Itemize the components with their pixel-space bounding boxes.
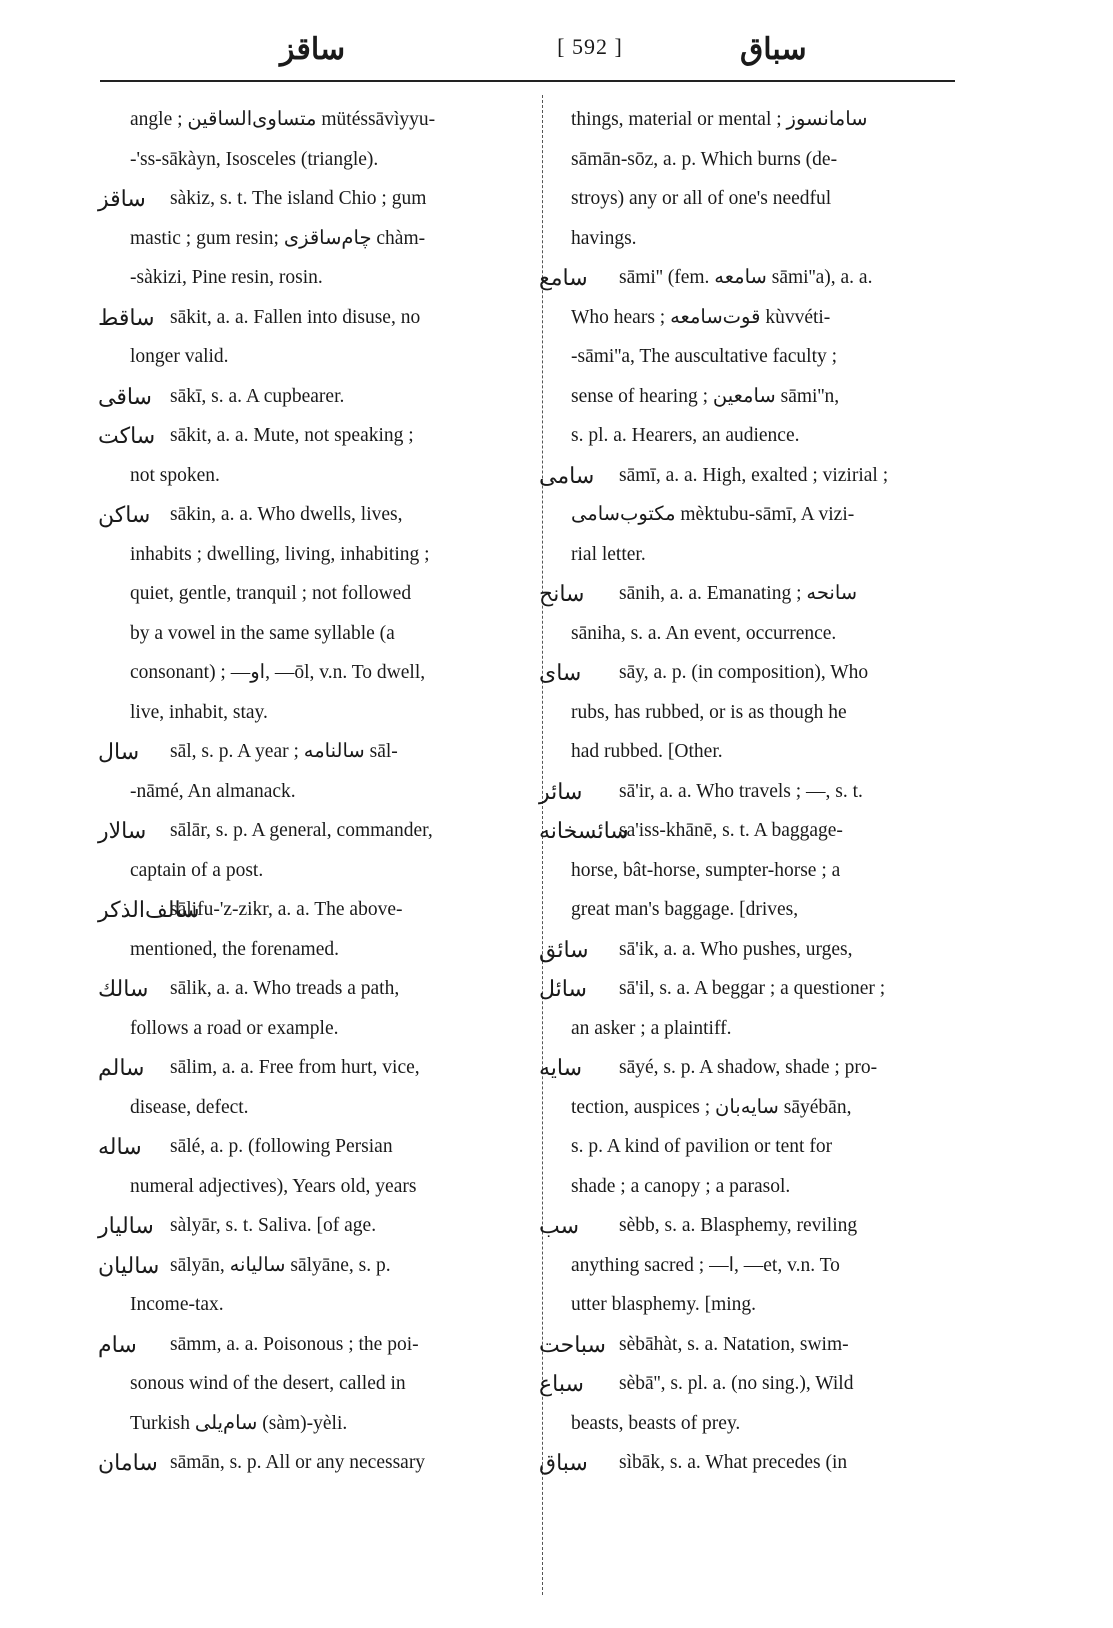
entry-text	[130, 1127, 533, 1206]
page-number: [ 592 ]	[557, 34, 623, 59]
headword-arabic: سالیار	[98, 1213, 154, 1238]
headword-arabic: ساقط	[98, 304, 155, 330]
entry-line: great man's baggage. [drives,	[571, 899, 799, 920]
entry-text	[130, 1325, 533, 1444]
entry-line: anything sacred ; —ا, —et, v.n. To	[571, 1254, 840, 1276]
entry-line: inhabits ; dwelling, living, inhabiting ;	[130, 543, 430, 565]
left-catchword: ساقز	[280, 33, 346, 66]
dictionary-entry	[539, 930, 962, 970]
entry-line: beasts, beasts of prey.	[571, 1412, 741, 1434]
headword-arabic: ساقز	[98, 186, 146, 211]
dictionary-entry	[98, 1206, 533, 1246]
dictionary-entry	[98, 298, 533, 377]
entry-line: things, material or mental ; سامانسوز	[571, 109, 868, 130]
dictionary-entry	[108, 100, 533, 179]
dictionary-entry	[539, 1443, 962, 1483]
entry-text	[130, 1246, 533, 1325]
entry-text	[567, 1443, 962, 1483]
headword-arabic: سائق	[539, 936, 589, 962]
entry-line: sāniha, s. a. An event, occurrence.	[571, 622, 837, 644]
headword-arabic: ساكن	[98, 502, 151, 527]
entry-line: longer valid.	[130, 346, 229, 367]
entry-line: -'ss-sākàyn, Isosceles (triangle).	[130, 148, 379, 170]
dictionary-entry	[98, 1048, 533, 1127]
headword-arabic: سباع	[539, 1371, 584, 1396]
entry-text	[567, 1206, 962, 1325]
dictionary-entry	[539, 456, 962, 575]
entry-text	[130, 416, 533, 495]
dictionary-entry	[98, 732, 533, 811]
entry-text	[130, 100, 533, 179]
right-column	[539, 100, 962, 1483]
entry-line: sālār, s. p. A general, commander,	[170, 820, 433, 841]
entry-text	[567, 772, 962, 812]
entry-text	[567, 1325, 962, 1365]
dictionary-entry	[539, 1206, 962, 1325]
dictionary-entry	[539, 574, 962, 653]
entry-line: sèbā'', s. pl. a. (no sing.), Wild	[619, 1373, 854, 1394]
header-rule	[100, 80, 955, 82]
entry-line: tection, auspices ; سايه‌بان sāyébān,	[571, 1096, 852, 1118]
entry-line: quiet, gentle, tranquil ; not followed	[130, 583, 412, 604]
headword-arabic: سباق	[539, 1450, 588, 1475]
entry-text	[130, 495, 533, 732]
entry-line: -sàkizi, Pine resin, rosin.	[130, 267, 323, 288]
entry-line: mentioned, the forenamed.	[130, 938, 340, 960]
headword-arabic: سالار	[98, 818, 147, 843]
entry-line: rubs, has rubbed, or is as though he	[571, 701, 847, 723]
entry-line: s. p. A kind of pavilion or tent for	[571, 1136, 833, 1157]
entry-line: sāl, s. p. A year ; سالنامه sāl-	[170, 741, 398, 762]
dictionary-entry	[539, 1364, 962, 1443]
headword-arabic: سام	[98, 1331, 137, 1357]
entry-line: follows a road or example.	[130, 1017, 339, 1039]
headword-arabic: سايه	[539, 1055, 583, 1080]
dictionary-entry	[567, 100, 962, 258]
entry-line: sā'il, s. a. A beggar ; a questioner ;	[619, 978, 886, 999]
entry-line: sonous wind of the desert, called in	[130, 1373, 406, 1394]
entry-line: sàlyār, s. t. Saliva. [of age.	[170, 1215, 377, 1236]
entry-line: had rubbed. [Other.	[571, 741, 723, 762]
dictionary-entry	[98, 377, 533, 417]
entry-text	[567, 653, 962, 772]
entry-line: sālyān, سالیانه sālyāne, s. p.	[170, 1254, 391, 1276]
entry-text	[130, 811, 533, 890]
dictionary-entry	[98, 416, 533, 495]
entry-line: sāmm, a. a. Poisonous ; the poi-	[170, 1333, 419, 1355]
headword-arabic: سب	[539, 1213, 580, 1238]
entry-text	[130, 1443, 533, 1483]
headword-arabic: سانح	[539, 581, 585, 606]
entry-line: sākī, s. a. A cupbearer.	[170, 385, 345, 407]
dictionary-entry	[539, 1325, 962, 1365]
entry-line: not spoken.	[130, 464, 220, 486]
headword-arabic: ساله	[98, 1134, 142, 1159]
headword-arabic: ساى	[539, 660, 582, 685]
entry-line: rial letter.	[571, 543, 646, 565]
dictionary-entry	[98, 969, 533, 1048]
dictionary-entry	[98, 1443, 533, 1483]
entry-text	[567, 100, 962, 258]
headword-arabic: سائل	[539, 976, 587, 1001]
dictionary-entry	[539, 653, 962, 772]
entry-text	[130, 1048, 533, 1127]
headword-arabic: سالیان	[98, 1252, 160, 1278]
dictionary-entry	[98, 495, 533, 732]
entry-text	[130, 1206, 533, 1246]
entry-line: sālé, a. p. (following Persian	[170, 1136, 393, 1157]
entry-line: captain of a post.	[130, 859, 264, 881]
entry-text	[130, 732, 533, 811]
entry-text	[130, 179, 533, 298]
headword-arabic: سامع	[539, 265, 588, 290]
entry-line: sākit, a. a. Fallen into disuse, no	[170, 306, 421, 328]
dictionary-entry	[98, 1127, 533, 1206]
entry-line: sānih, a. a. Emanating ; سانحه	[619, 583, 858, 604]
dictionary-entry	[98, 890, 533, 969]
entry-line: s. pl. a. Hearers, an audience.	[571, 425, 800, 446]
entry-line: sākit, a. a. Mute, not speaking ;	[170, 425, 414, 446]
dictionary-entry	[539, 772, 962, 812]
entry-line: sìbāk, s. a. What precedes (in	[619, 1452, 848, 1473]
entry-line: sākin, a. a. Who dwells, lives,	[170, 504, 403, 525]
entry-line: angle ; متساوى‌الساقين mütéssāvìyyu-	[130, 109, 436, 130]
dictionary-entry	[98, 811, 533, 890]
dictionary-entry	[539, 811, 962, 930]
entry-text	[567, 1048, 962, 1206]
entry-line: havings.	[571, 227, 637, 249]
entry-text	[567, 969, 962, 1048]
entry-line: by a vowel in the same syllable (a	[130, 622, 395, 644]
entry-line: sa'iss-khānē, s. t. A baggage-	[619, 820, 843, 841]
entry-line: consonant) ; —او, —ōl, v.n. To dwell,	[130, 662, 426, 683]
headword-arabic: سال	[98, 739, 140, 764]
dictionary-entry	[98, 1246, 533, 1325]
entry-line: sāmi'' (fem. سامعه sāmi''a), a. a.	[619, 267, 873, 288]
entry-line: stroys) any or all of one's needful	[571, 188, 832, 209]
dictionary-entry	[539, 969, 962, 1048]
entry-line: sèbāhàt, s. a. Natation, swim-	[619, 1333, 849, 1355]
entry-line: live, inhabit, stay.	[130, 701, 268, 723]
entry-line: Income-tax.	[130, 1294, 224, 1315]
entry-line: sāmī, a. a. High, exalted ; vizirial ;	[619, 464, 889, 486]
entry-text	[567, 930, 962, 970]
entry-line: shade ; a canopy ; a parasol.	[571, 1175, 791, 1197]
entry-line: Turkish سام‌یلی (sàm)-yèli.	[130, 1412, 348, 1434]
entry-text	[130, 969, 533, 1048]
entry-line: sāy, a. p. (in composition), Who	[619, 662, 869, 683]
entry-line: sālik, a. a. Who treads a path,	[170, 978, 400, 999]
entry-line: sālifu-'z-zikr, a. a. The above-	[170, 899, 403, 920]
entry-text	[567, 1364, 962, 1443]
entry-line: مكتوب‌سامى mèktubu-sāmī, A vizi-	[571, 504, 855, 525]
headword-arabic: سالم	[98, 1055, 145, 1080]
dictionary-entry	[98, 1325, 533, 1444]
headword-arabic: سائر	[539, 778, 583, 804]
headword-arabic: ساقى	[98, 383, 152, 409]
entry-line: sāyé, s. p. A shadow, shade ; pro-	[619, 1057, 878, 1078]
entry-text	[567, 258, 962, 456]
headword-arabic: سالف‌الذكر	[98, 897, 200, 922]
entry-line: an asker ; a plaintiff.	[571, 1017, 732, 1039]
entry-line: utter blasphemy. [ming.	[571, 1294, 757, 1315]
entry-line: sā'ir, a. a. Who travels ; —, s. t.	[619, 780, 863, 802]
entry-line: mastic ; gum resin; چام‌ساقزى chàm-	[130, 227, 426, 249]
entry-line: sense of hearing ; سامعين sāmi''n,	[571, 385, 840, 407]
headword-arabic: ساكت	[98, 423, 156, 448]
headword-arabic: سالك	[98, 976, 149, 1001]
headword-arabic: سباحت	[539, 1331, 606, 1357]
headword-arabic: سائسخانه	[539, 818, 629, 843]
dictionary-entry	[539, 1048, 962, 1206]
entry-line: numeral adjectives), Years old, years	[130, 1175, 417, 1197]
headword-arabic: سامان	[98, 1450, 158, 1475]
dictionary-entry	[98, 179, 533, 298]
right-catchword: سباق	[740, 33, 807, 66]
entry-line: sāmān, s. p. All or any necessary	[170, 1452, 426, 1473]
entry-line: Who hears ; قوت‌سامعه kùvvéti-	[571, 306, 831, 328]
entry-text	[130, 298, 533, 377]
entry-line: horse, bât-horse, sumpter-horse ; a	[571, 859, 841, 881]
entry-line: sàkiz, s. t. The island Chio ; gum	[170, 188, 427, 209]
entry-line: sālim, a. a. Free from hurt, vice,	[170, 1057, 420, 1078]
entry-text	[567, 456, 962, 575]
entry-line: -sāmi''a, The auscultative faculty ;	[571, 346, 838, 367]
left-column	[98, 100, 533, 1483]
entry-text	[567, 574, 962, 653]
entry-line: sèbb, s. a. Blasphemy, reviling	[619, 1215, 858, 1236]
entry-line: disease, defect.	[130, 1096, 249, 1118]
entry-line: -nāmé, An almanack.	[130, 780, 296, 802]
entry-line: sā'ik, a. a. Who pushes, urges,	[619, 938, 853, 960]
dictionary-entry	[539, 258, 962, 456]
entry-text	[130, 377, 533, 417]
entry-line: sāmān-sōz, a. p. Which burns (de-	[571, 148, 838, 170]
headword-arabic: سامى	[539, 462, 595, 488]
running-head	[100, 32, 955, 78]
